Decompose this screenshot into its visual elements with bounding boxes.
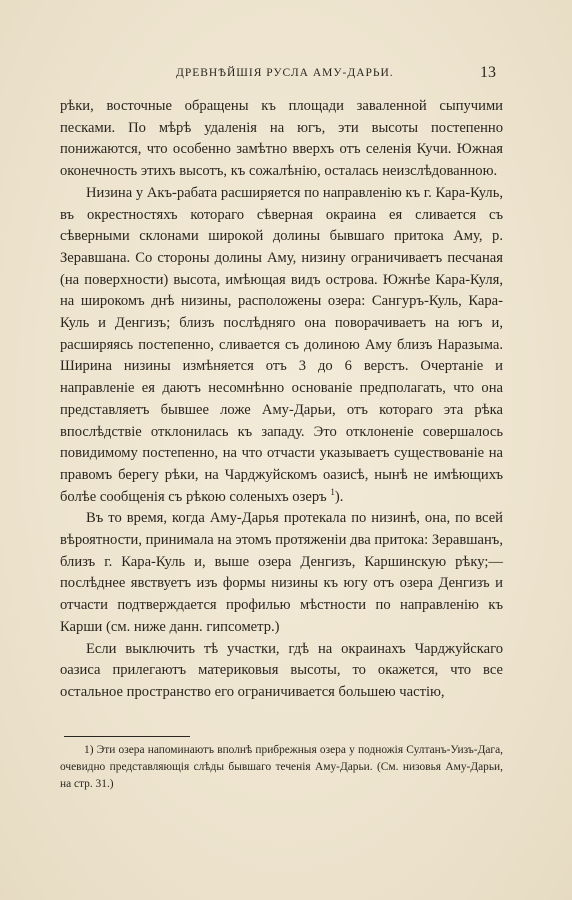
footnote-divider bbox=[64, 736, 190, 737]
footnote-mark-tail: ). bbox=[334, 488, 344, 505]
body-text bbox=[60, 96, 503, 704]
paragraph bbox=[60, 183, 503, 509]
paragraph: Въ то время, когда Аму-Дарья протекала по низинѣ, она, по всей вѣроятности, принимала на этомъ протяженіи два притока: Зеравшанъ, близъ г. Кара-Куль и, выше озера Денгизъ, Каршинскую рѣку;—послѣднее явствуетъ изъ формы низины къ югу отъ озера Денгизъ и отчасти подтверждается профилью мѣстности по направленію къ Карши (см. ниже данн. гипсометр.) bbox=[60, 510, 503, 635]
footnotes bbox=[60, 742, 503, 793]
paragraph: Если выключить тѣ участки, гдѣ на окраинахъ Чарджуйскаго оазиса прилегаютъ материковыя высоты, то окажется, что все остальное пространство его ограничивается большею частію, bbox=[60, 640, 503, 700]
footnote-mark: 1 bbox=[330, 486, 335, 497]
page-number: 13 bbox=[480, 64, 496, 81]
running-title: ДРЕВНѢЙШІЯ РУСЛА АМУ-ДАРЬИ. bbox=[176, 67, 394, 79]
paragraph: рѣки, восточные обращены къ площади заваленной сыпучими песками. По мѣрѣ удаленія на югъ, эти высоты постепенно понижаются, что особенно замѣтно вверхъ отъ селенія Кучи. Южная оконечность этихъ высотъ, къ сожалѣнію, осталась неизслѣдованною. bbox=[60, 98, 503, 180]
paragraph-text: Низина у Акъ-рабата расширяется по направленію къ г. Кара-Куль, въ окрестностяхъ котораго сѣверная окраина ея сливается съ сѣверными склонами широкой долины бывшаго притока Аму, р. Зеравшана. Со стороны долины Аму, низину ограничиваетъ песчаная (на поверхности) высота, имѣющая видъ острова. Южнѣе Кара-Куля, на широкомъ днѣ низины, расположены озера: Сангуръ-Куль, Кара-Куль и Денгизъ; близъ послѣдняго она поворачиваетъ на югъ и, расширяясь постепенно, сливается съ долиною Аму близъ Наразыма. Ширина низины измѣняется отъ 3 до 6 верстъ. Очертаніе и направленіе ея даютъ несомнѣнно основаніе предполагать, что она представляетъ бывшее ложе Аму-Дарьи, отъ котораго эта рѣка впослѣдствіе отклонилась къ западу. Это отклоненіе совершалось повидимому постепенно, на что отчасти указываетъ существованіе на правомъ берегу рѣки, на Чарджуйскомъ оазисѣ, нынѣ не имѣющихъ болѣе сообщенія съ рѣкою соленыхъ озеръ bbox=[60, 184, 503, 505]
footnote: 1) Эти озера напоминаютъ вполнѣ прибрежныя озера у подножія Султанъ-Уизъ-Дага, очевидно представляющія слѣды бывшаго теченія Аму-Дарьи. (См. низовья Аму-Дарьи, на стр. 31.) bbox=[60, 744, 503, 790]
